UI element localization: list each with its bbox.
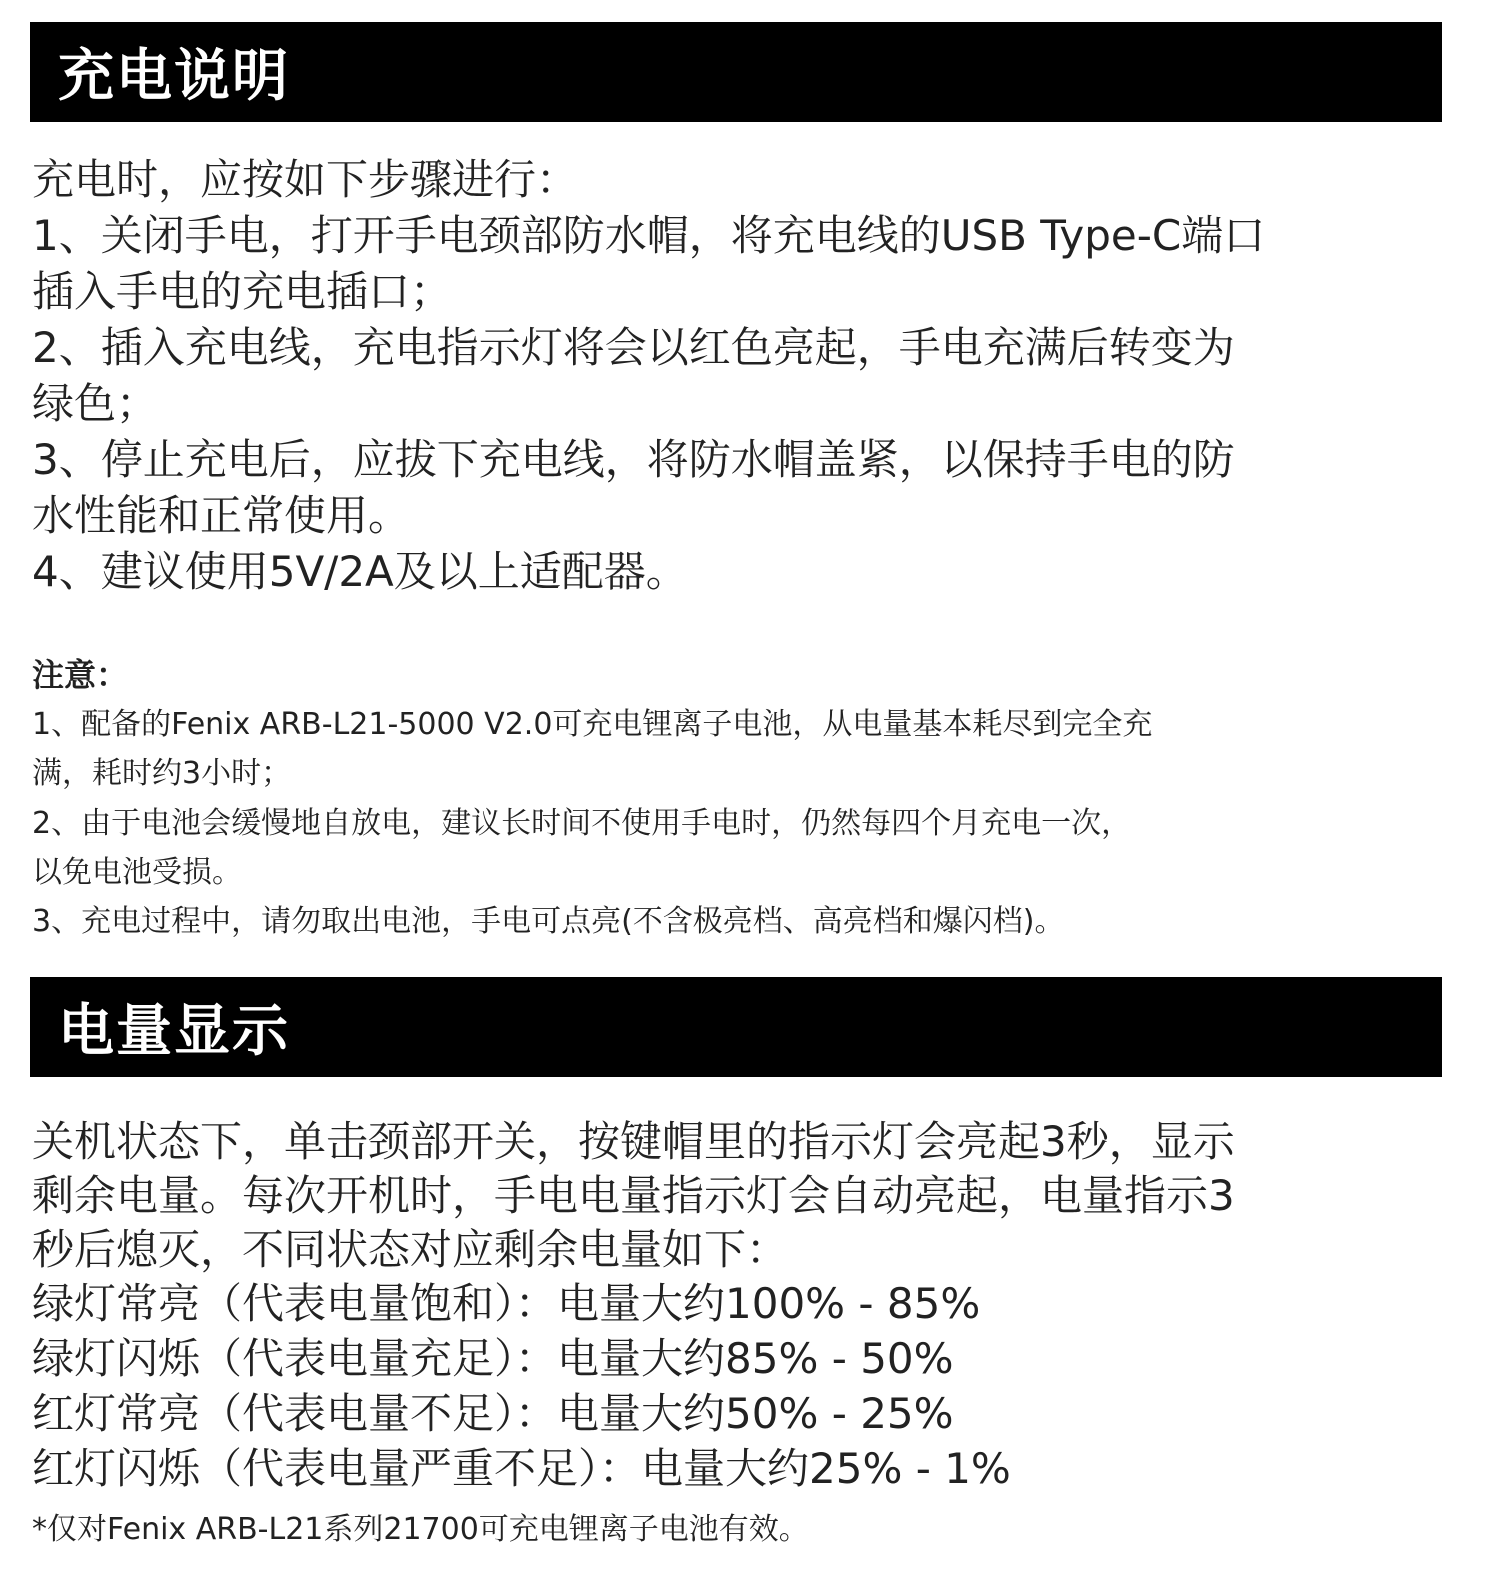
charging-step-4: 4、建议使用5V/2A及以上适配器。 — [32, 547, 688, 596]
charging-intro: 充电时，应按如下步骤进行： — [32, 155, 579, 204]
note-2: 2、由于电池会缓慢地自放电，建议长时间不使用手电时，仍然每四个月充电一次， — [32, 806, 1132, 841]
battery-desc-2: 剩余电量。每次开机时，手电电量指示灯会自动亮起，电量指示3 — [32, 1171, 1235, 1220]
battery-level-red-solid: 红灯常亮（代表电量不足）：电量大约50% - 25% — [32, 1389, 954, 1438]
battery-desc-1: 关机状态下，单击颈部开关，按键帽里的指示灯会亮起3秒，显示 — [32, 1117, 1235, 1166]
note-1-cont: 满，耗时约3小时； — [32, 756, 292, 791]
note-2-cont: 以免电池受损。 — [32, 855, 242, 890]
charging-step-2-cont: 绿色； — [32, 379, 159, 428]
charging-step-1-cont: 插入手电的充电插口； — [32, 267, 453, 316]
battery-desc-3: 秒后熄灭，不同状态对应剩余电量如下： — [32, 1225, 789, 1274]
charging-step-3: 3、停止充电后，应拔下充电线，将防水帽盖紧，以保持手电的防 — [32, 435, 1235, 484]
charging-step-3-cont: 水性能和正常使用。 — [32, 491, 411, 540]
battery-level-green-solid: 绿灯常亮（代表电量饱和）：电量大约100% - 85% — [32, 1279, 981, 1328]
battery-level-red-flash: 红灯闪烁（代表电量严重不足）：电量大约25% - 1% — [32, 1444, 1011, 1493]
note-label: 注意： — [32, 656, 129, 694]
charging-step-1: 1、关闭手电，打开手电颈部防水帽，将充电线的USB Type-C端口 — [32, 211, 1266, 260]
battery-level-green-flash: 绿灯闪烁（代表电量充足）：电量大约85% - 50% — [32, 1334, 954, 1383]
section-header-charging — [30, 22, 1442, 122]
charging-step-2: 2、插入充电线，充电指示灯将会以红色亮起，手电充满后转变为 — [32, 323, 1235, 372]
section-header-battery — [30, 977, 1442, 1077]
note-1: 1、配备的Fenix ARB-L21-5000 V2.0可充电锂离子电池，从电量基本耗尽到完全充 — [32, 707, 1153, 742]
note-3: 3、充电过程中，请勿取出电池，手电可点亮(不含极亮档、高亮档和爆闪档)。 — [32, 904, 1065, 939]
section-title-charging: 充电说明 — [58, 44, 290, 109]
section-title-battery: 电量显示 — [58, 999, 290, 1064]
battery-footnote: *仅对Fenix ARB-L21系列21700可充电锂离子电池有效。 — [32, 1512, 809, 1547]
